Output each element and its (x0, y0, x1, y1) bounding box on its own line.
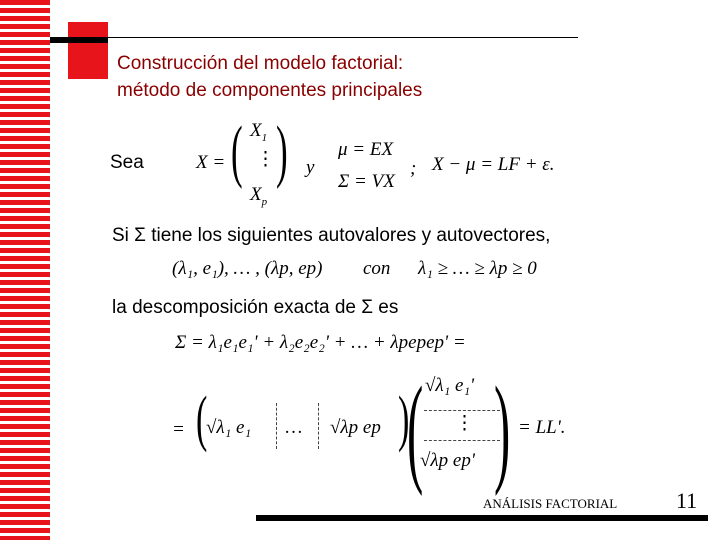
row-right-paren: ) (398, 385, 410, 453)
row-dots: … (284, 417, 303, 438)
footer-label: ANÁLISIS FACTORIAL (483, 496, 618, 511)
row-separator-1 (276, 403, 277, 449)
semicolon: ; (410, 158, 417, 179)
column-separator-1 (424, 410, 500, 411)
row-entry-p: √λp ep (330, 417, 381, 438)
spectral-decomposition: Σ = λ₁e₁e₁' + λ₂e₂e₂' + … + λpepep' = (175, 332, 466, 353)
row-entry-1: √λ₁ e₁ (206, 417, 252, 438)
column-entry-p: √λp ep' (420, 450, 475, 471)
decomposition-text: la descomposición exacta de Σ es (112, 297, 399, 318)
column-left-paren: ( (407, 362, 424, 497)
vector-right-paren: ) (276, 113, 288, 190)
and-y: y (306, 157, 315, 178)
title-accent-block (68, 22, 108, 79)
bottom-rule (256, 515, 708, 521)
title-line-1: Construcción del modelo factorial: (117, 53, 404, 74)
vector-entry-x1: $X_1$ (250, 120, 268, 144)
x-equals: X = (196, 152, 226, 173)
sea-label: Sea (110, 152, 144, 173)
decorative-stripes (0, 0, 50, 540)
vector-left-paren: ( (231, 113, 243, 190)
row-left-paren: ( (196, 385, 208, 453)
vector-entry-xp: $X_p$ (250, 184, 268, 208)
equals-sign: = (172, 419, 185, 440)
vector-dots: ⋮ (256, 149, 275, 170)
ll-result: = LL'. (518, 417, 566, 438)
sigma-definition: Σ = VX (338, 171, 395, 192)
eigen-intro-text: Si Σ tiene los siguientes autovalores y autovectores, (112, 225, 551, 246)
page-number: 11 (676, 488, 698, 513)
column-separator-2 (424, 440, 500, 441)
column-right-paren: ) (494, 362, 511, 497)
eigen-pairs: (λ₁, e₁), … , (λp, ep) (172, 258, 323, 279)
column-dots: ⋮ (455, 413, 474, 434)
slide-title (117, 50, 422, 104)
mu-definition: μ = EX (338, 139, 394, 160)
row-separator-2 (318, 403, 319, 449)
factor-model: X − μ = LF + ε. (432, 154, 555, 175)
column-entry-1: √λ₁ e₁' (425, 375, 475, 396)
eigen-order: λ₁ ≥ … ≥ λp ≥ 0 (418, 258, 537, 279)
title-line-2: método de componentes principales (117, 80, 423, 101)
con-word: con (363, 258, 391, 279)
